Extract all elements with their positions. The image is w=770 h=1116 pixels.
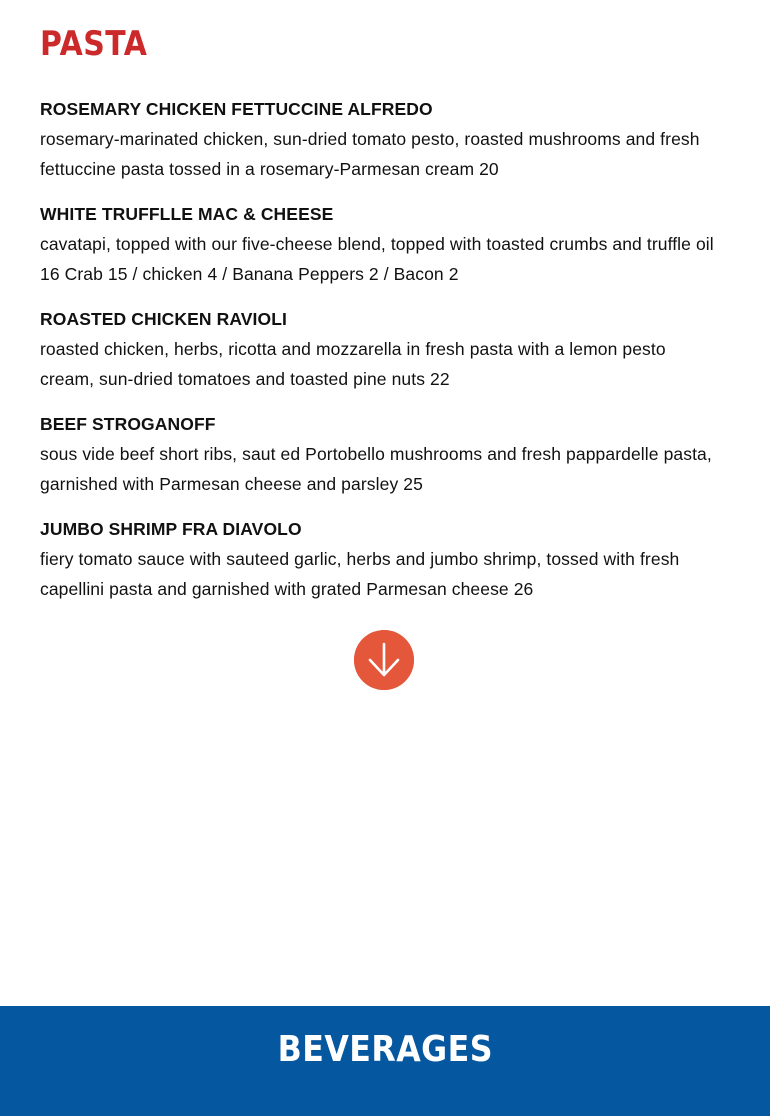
- menu-item-description-line: roasted chicken, herbs, ricotta and mozzarella in fresh pasta with a lemon pesto: [40, 339, 666, 359]
- menu-item: [40, 94, 740, 184]
- menu-item-description-line: garnished with Parmesan cheese and parsley 25: [40, 474, 423, 494]
- menu-item-description-line: fettuccine pasta tossed in a rosemary-Parmesan cream 20: [40, 159, 499, 179]
- menu-item-name: ROSEMARY CHICKEN FETTUCCINE ALFREDO: [40, 99, 433, 119]
- menu-item-description-line: cream, sun-dried tomatoes and toasted pine nuts 22: [40, 369, 450, 389]
- menu-item-description-line: rosemary-marinated chicken, sun-dried tomato pesto, roasted mushrooms and fresh: [40, 129, 700, 149]
- menu-item-name: BEEF STROGANOFF: [40, 414, 216, 434]
- menu-item: [40, 409, 740, 499]
- beverages-section-title: BEVERAGES: [277, 1029, 493, 1070]
- menu-item-name: JUMBO SHRIMP FRA DIAVOLO: [40, 519, 302, 539]
- menu-item-name: ROASTED CHICKEN RAVIOLI: [40, 309, 287, 329]
- scroll-down-button[interactable]: [354, 630, 414, 690]
- menu-item-name: WHITE TRUFFLLE MAC & CHEESE: [40, 204, 334, 224]
- beverages-section-bar[interactable]: [0, 1006, 770, 1116]
- menu-list: [40, 94, 740, 619]
- menu-item-description-line: sous vide beef short ribs, saut ed Portobello mushrooms and fresh pappardelle pasta,: [40, 444, 712, 464]
- menu-item: [40, 304, 740, 394]
- menu-item-description-line: capellini pasta and garnished with grated Parmesan cheese 26: [40, 579, 534, 599]
- menu-item: [40, 199, 740, 289]
- menu-item-description-line: fiery tomato sauce with sauteed garlic, herbs and jumbo shrimp, tossed with fresh: [40, 549, 680, 569]
- section-title-pasta: PASTA: [40, 24, 148, 64]
- arrow-down-icon: [354, 630, 414, 690]
- menu-item-description-line: cavatapi, topped with our five-cheese blend, topped with toasted crumbs and truffle oil: [40, 234, 714, 254]
- menu-item-description-line: 16 Crab 15 / chicken 4 / Banana Peppers 2 / Bacon 2: [40, 264, 459, 284]
- menu-item: [40, 514, 740, 604]
